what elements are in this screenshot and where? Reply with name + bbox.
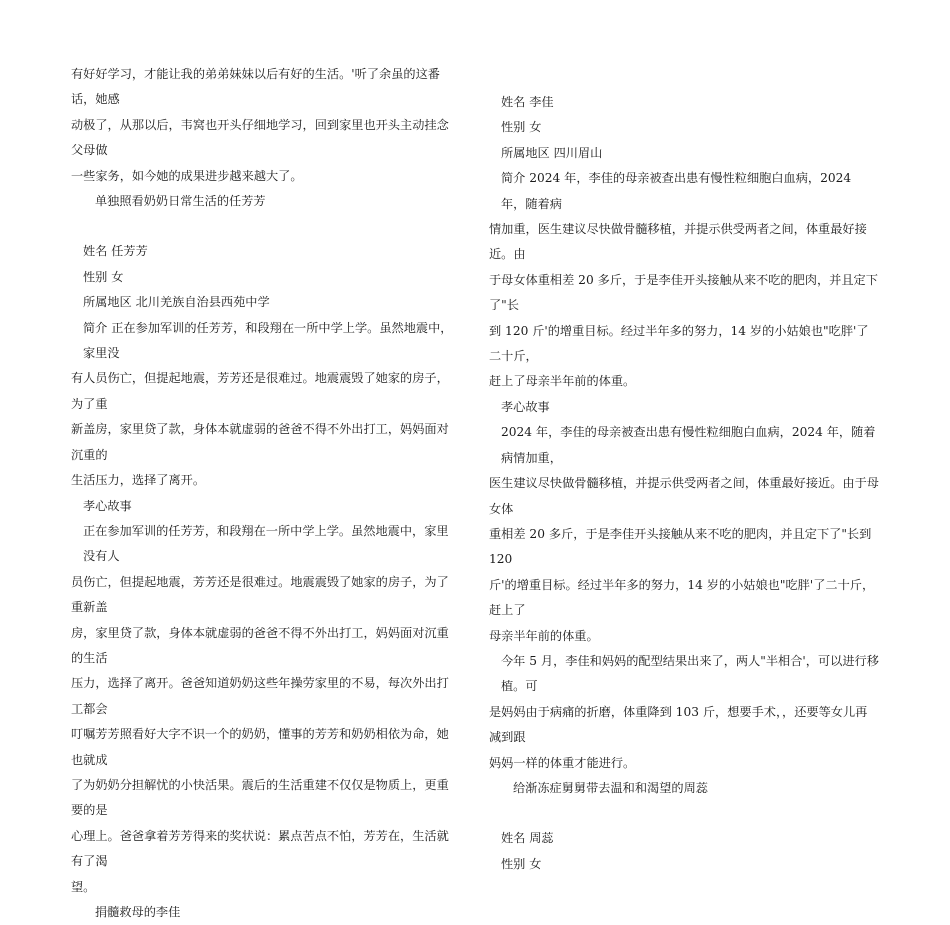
bio-text: 简介 2024 年，李佳的母亲被查出患有慢性粒细胞白血病，2024 年，随着病 <box>501 171 852 211</box>
story-text: 望。 <box>71 879 96 894</box>
left-column <box>71 62 456 925</box>
story-text: 妈妈一样的体重才能进行。 <box>489 755 636 770</box>
person-title: 单独照看奶奶日常生活的任芳芳 <box>95 194 266 209</box>
story-text: 重相差 20 多斤，于是李佳开头接触从来不吃的肥肉，并且定下了"长到 120 <box>489 526 872 567</box>
story-text: 心理上。爸爸拿着芳芳得来的奖状说：累点苦点不怕，芳芳在，生活就有了渴 <box>71 828 449 869</box>
story-text: 正在参加军训的任芳芳，和段翔在一所中学上学。虽然地震中，家里没有人 <box>83 523 449 564</box>
name-field: 姓名 李佳 <box>501 95 554 109</box>
person-title: 捐髓救母的李佳 <box>95 905 181 919</box>
story-text: 是妈妈由于病痛的折磨，体重降到 103 斤，想要手术，，还要等女儿再减到跟 <box>489 704 868 745</box>
story-text: 母亲半年前的体重。 <box>489 628 599 643</box>
story-text: 压力，选择了离开。爸爸知道奶奶这些年操劳家里的不易，每次外出打工都会 <box>71 676 449 716</box>
right-column <box>489 90 879 877</box>
name-field: 姓名 周蕊 <box>501 831 554 846</box>
gender-field: 性别 女 <box>83 269 124 284</box>
story-text: 叮嘱芳芳照看好大字不识一个的奶奶，懂事的芳芳和奶奶相依为命，她也就成 <box>71 727 449 767</box>
person-title: 给渐冻症舅舅带去温和和渴望的周蕊 <box>513 780 708 795</box>
spacer <box>489 801 879 826</box>
intro-text: 一些家务，如今她的成果进步越来越大了。 <box>71 168 303 183</box>
bio-text: 有人员伤亡，但提起地震，芳芳还是很难过。地震震毁了她家的房子，为了重 <box>71 371 449 411</box>
story-text: 员伤亡，但提起地震，芳芳还是很难过。地震震毁了她家的房子，为了重新盖 <box>71 574 449 615</box>
story-text: 医生建议尽快做骨髓移植，并提示供受两者之间，体重最好接近。由于母女体 <box>489 476 879 516</box>
bio-text: 生活压力，选择了离开。 <box>71 473 206 488</box>
bio-text: 赶上了母亲半年前的体重。 <box>489 374 636 389</box>
bio-text: 于母女体重相差 20 多斤，于是李佳开头接触从来不吃的肥肉，并且定下了"长 <box>489 272 878 313</box>
story-text: 2024 年，李佳的母亲被查出患有慢性粒细胞白血病，2024 年，随着病情加重， <box>501 425 876 465</box>
story-text: 今年 5 月，李佳和妈妈的配型结果出来了，两人"半相合'，可以进行移植。可 <box>501 653 879 694</box>
story-text: 斤'的增重目标。经过半年多的努力，14 岁的小姑娘也"吃胖'了二十斤，赶上了 <box>489 577 875 618</box>
bio-text: 情加重，医生建议尽快做骨髓移植，并提示供受两者之间，体重最好接近。由 <box>489 222 867 262</box>
gender-field: 性别 女 <box>501 856 542 871</box>
story-heading: 孝心故事 <box>501 399 550 414</box>
story-heading: 孝心故事 <box>83 498 132 513</box>
gender-field: 性别 女 <box>501 120 542 135</box>
story-text: 房，家里贷了款，身体本就虚弱的爸爸不得不外出打工，妈妈面对沉重的生活 <box>71 625 449 665</box>
region-field: 所属地区 四川眉山 <box>501 145 603 160</box>
bio-text: 简介 正在参加军训的任芳芳，和段翔在一所中学上学。虽然地震中，家里没 <box>83 320 453 361</box>
bio-text: 到 120 斤'的增重目标。经过半年多的努力，14 岁的小姑娘也"吃胖'了二十斤， <box>489 323 869 364</box>
bio-text: 新盖房，家里贷了款，身体本就虚弱的爸爸不得不外出打工，妈妈面对沉重的 <box>71 422 449 462</box>
intro-text: 有好好学习，才能让我的弟弟妹妹以后有好的生活。'听了余虽的这番话，她感 <box>71 67 440 107</box>
name-field: 姓名 任芳芳 <box>83 244 148 259</box>
story-text: 了为奶奶分担解忧的小快活果。震后的生活重建不仅仅是物质上，更重要的是 <box>71 777 449 818</box>
intro-text: 动极了，从那以后，韦窝也开头仔细地学习，回到家里也开头主动挂念父母做 <box>71 117 449 158</box>
region-field: 所属地区 北川羌族自治县西苑中学 <box>83 295 270 310</box>
spacer <box>71 214 456 239</box>
